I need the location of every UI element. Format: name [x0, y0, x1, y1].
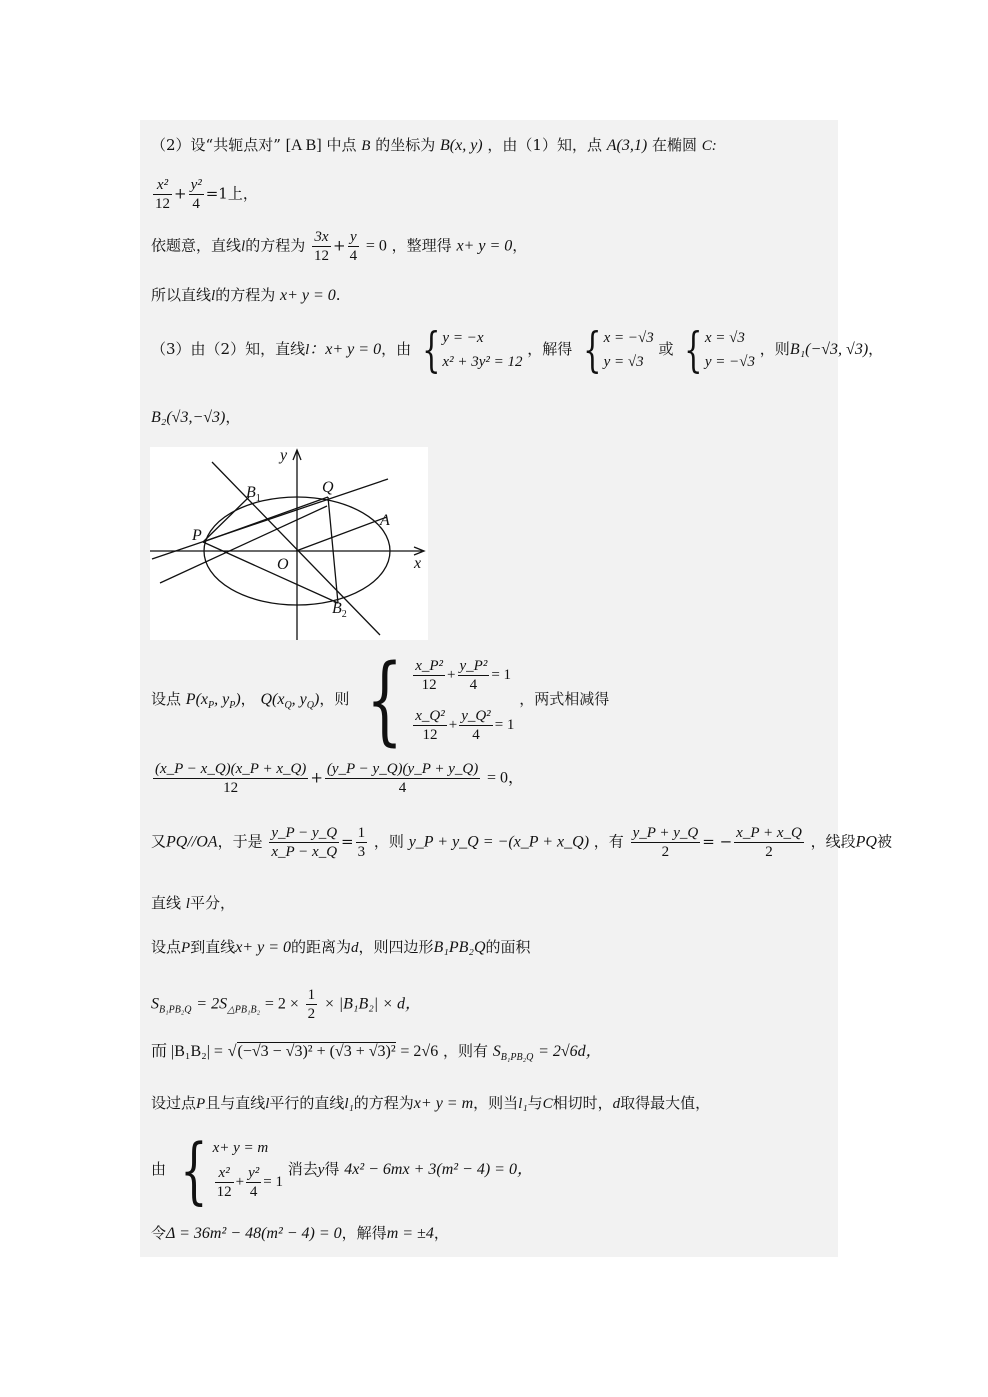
plus: + — [332, 236, 346, 255]
fraction — [153, 176, 172, 213]
denominator: 12 — [313, 248, 329, 264]
text: ，则四边形 — [358, 938, 434, 956]
math: S — [492, 1043, 501, 1060]
label-b1-sub: 1 — [255, 493, 261, 504]
denominator: 4 — [398, 780, 407, 796]
numerator: y_Q² — [461, 708, 491, 725]
denominator: 3 — [357, 844, 366, 860]
ellipse-diagram — [150, 447, 428, 640]
label-a: A — [380, 512, 390, 529]
numerator: 1 — [357, 825, 366, 841]
q-head: Q(x — [260, 691, 285, 708]
equals-one: = 1 — [491, 667, 512, 683]
system — [411, 650, 514, 750]
numerator: y_P − y_Q — [271, 825, 338, 841]
fraction — [459, 707, 493, 744]
part3-line2 — [151, 406, 240, 429]
text: ，则 — [373, 832, 404, 851]
plus: + — [447, 667, 456, 683]
brace: { — [583, 322, 602, 378]
text: 得 — [324, 1160, 340, 1178]
p-mid: , y — [214, 691, 230, 708]
denominator: 12 — [421, 677, 437, 694]
sub: Q — [284, 700, 292, 712]
line-oa — [296, 517, 387, 551]
fraction — [631, 824, 701, 861]
system-row: y = −√3 — [704, 354, 756, 370]
denominator: 2 — [307, 1006, 316, 1022]
math: = 2 × — [264, 995, 299, 1013]
math: l₁ — [518, 1096, 528, 1112]
math-a31: A(3,1) — [606, 137, 648, 154]
part2-line1 — [151, 134, 717, 157]
math: 4x² − 6mx + 3(m² − 4) = 0， — [344, 1161, 533, 1178]
system-row — [411, 700, 514, 750]
text: ， — [433, 1224, 449, 1242]
system — [442, 326, 522, 374]
math: x+ y = m — [413, 1095, 474, 1112]
fraction — [215, 1164, 234, 1201]
text: 的方程为 — [353, 1094, 414, 1112]
denominator: 12 — [216, 1184, 232, 1201]
brace: { — [179, 1128, 208, 1212]
denominator: 4 — [472, 727, 480, 744]
radicand: (−√3 − √3)² + (√3 + √3)² — [237, 1043, 396, 1060]
q-mid: , y — [291, 691, 307, 708]
part2-line3 — [151, 228, 527, 265]
label-p: P — [192, 527, 202, 544]
line-pb1 — [203, 497, 249, 542]
delta-line — [151, 1222, 449, 1245]
ellipse-figure — [150, 447, 428, 640]
denominator: 12 — [223, 780, 239, 796]
plus: + — [235, 1174, 245, 1190]
distance-line — [151, 936, 531, 959]
math: l₁ — [344, 1096, 354, 1112]
system-row: x+ y = m — [212, 1140, 269, 1156]
math: = 2√6d， — [538, 1043, 602, 1060]
math-b: B — [361, 138, 371, 154]
ellipse-equation — [151, 176, 258, 213]
text: ，则当 — [473, 1094, 519, 1112]
label-b1-main: B — [246, 484, 256, 501]
numerator: x_Q² — [415, 708, 445, 725]
text: 的方程为 — [215, 286, 276, 304]
sub: B₁PB₂Q — [500, 1052, 534, 1063]
text: （2）设“共轭点对” — [151, 136, 281, 154]
sub: △PB₁B₂ — [227, 1004, 261, 1016]
area-line — [151, 986, 421, 1023]
fraction — [189, 176, 204, 213]
text: ，解得 — [527, 340, 573, 358]
math: = 2S — [196, 995, 228, 1013]
math: y — [317, 1162, 325, 1178]
system-row — [411, 650, 514, 700]
text: 或 — [658, 340, 674, 358]
text: （3）由（2）知，直线 — [151, 340, 306, 358]
math-b2: B₂(√3,−√3) — [151, 409, 226, 426]
plus: + — [448, 717, 458, 733]
math: Δ = 36m² − 48(m² − 4) = 0 — [166, 1225, 342, 1242]
math: = 2√6 — [400, 1043, 439, 1060]
denominator: 4 — [469, 677, 478, 694]
numerator: y² — [248, 1165, 260, 1182]
fraction — [312, 228, 331, 265]
numerator: y² — [190, 177, 202, 193]
text: ，有 — [593, 832, 624, 851]
text: 与 — [527, 1094, 543, 1112]
math: x+ y = 0 — [456, 237, 513, 255]
parallel-line — [151, 824, 892, 861]
label-b2-sub: 2 — [341, 609, 347, 620]
fraction — [734, 824, 804, 861]
text: ，于是 — [217, 832, 263, 851]
text: 被 — [876, 832, 892, 851]
p-head: P(x — [185, 691, 208, 708]
system — [705, 326, 755, 374]
text: ， — [240, 690, 256, 708]
math: C — [542, 1096, 553, 1112]
math: x+ y = 0 — [235, 939, 291, 956]
equals: = − — [702, 832, 733, 851]
system-row: x = √3 — [704, 330, 745, 346]
text: 的距离为 — [291, 938, 352, 956]
text: 的坐标为 — [375, 136, 436, 154]
numerator: y_P + y_Q — [632, 825, 699, 841]
label-o: O — [277, 556, 289, 573]
denominator: x_P − x_Q — [271, 844, 338, 860]
math: PQ — [855, 833, 877, 851]
numerator: 1 — [307, 987, 316, 1003]
point-q — [260, 691, 320, 712]
brace: { — [421, 322, 441, 378]
numerator: x² — [215, 1164, 234, 1183]
denominator: 4 — [249, 1184, 258, 1201]
text: 直线 — [151, 894, 182, 912]
numerator: x_P² — [415, 658, 444, 675]
system-row: y = √3 — [603, 354, 644, 370]
sqrt: √(−√3 − √3)² + (√3 + √3)² — [227, 1043, 396, 1060]
numerator: x_P + x_Q — [736, 825, 802, 841]
equals-one: = 1 — [263, 1174, 283, 1190]
system-row: x² + 3y² = 12 — [442, 354, 523, 370]
text: 设点 — [151, 938, 182, 956]
math: 而 |B₁B₂| = — [151, 1043, 223, 1060]
line-pq — [152, 479, 388, 559]
text: 到直线 — [190, 938, 236, 956]
math: P — [181, 940, 191, 956]
math-l: l — [305, 342, 310, 358]
system-row: y = −x — [442, 330, 484, 346]
text: . — [335, 286, 341, 304]
text: 消去 — [287, 1160, 318, 1178]
fraction — [153, 760, 308, 797]
math-l: l — [185, 896, 190, 912]
text: 取得最大值， — [620, 1094, 711, 1112]
fraction — [348, 228, 360, 265]
math-c: C: — [701, 138, 717, 154]
math: m = ±4 — [386, 1225, 434, 1242]
fraction — [269, 824, 339, 861]
math: PQ//OA — [166, 833, 218, 851]
part2-line4 — [151, 284, 341, 307]
b1b2-line — [151, 1040, 602, 1069]
math: y_P + y_Q = −(x_P + x_Q) — [408, 833, 590, 851]
text: 由 — [151, 1160, 167, 1178]
text: 且与直线 — [205, 1094, 266, 1112]
difference-equation — [151, 760, 524, 797]
system — [213, 1136, 283, 1204]
fraction — [413, 657, 445, 694]
math: × |B₁B₂| × d， — [323, 995, 422, 1013]
math: B₁PB₂Q — [433, 939, 486, 956]
text: 平分， — [189, 894, 235, 912]
math: S — [151, 995, 159, 1013]
numerator: 3x — [312, 228, 331, 247]
text: 平行的直线 — [269, 1094, 345, 1112]
text: 的面积 — [485, 938, 531, 956]
equals: = — [341, 832, 354, 851]
fraction — [246, 1164, 261, 1201]
denominator: 12 — [422, 727, 438, 744]
text: 所以直线 — [151, 286, 212, 304]
sub: P — [208, 700, 215, 712]
fraction — [306, 986, 318, 1023]
text: ， — [868, 340, 884, 358]
math: d — [612, 1096, 621, 1112]
text: 中点 — [326, 136, 357, 154]
text: ， — [512, 236, 528, 255]
system-row: x = −√3 — [603, 330, 654, 346]
text: ， — [225, 408, 241, 426]
tangent-line — [151, 1092, 710, 1115]
numerator: x² — [153, 176, 172, 195]
denominator: 2 — [765, 844, 773, 860]
text: ，解得 — [341, 1224, 387, 1242]
math-l: l — [241, 238, 246, 255]
denominator: 4 — [349, 248, 358, 264]
p-end: ) — [235, 691, 241, 708]
math: = 0， — [486, 769, 525, 787]
line-b1b2 — [212, 462, 380, 635]
text: 设过点 — [151, 1094, 197, 1112]
math-l: l — [211, 288, 216, 304]
equals-one: = 1 — [494, 717, 515, 733]
part3-line1 — [151, 322, 884, 378]
text: 依题意，直线 — [151, 236, 242, 255]
numerator: (x_P − x_Q)(x_P + x_Q) — [155, 761, 307, 777]
point-p — [185, 691, 241, 712]
numerator: y — [348, 228, 360, 247]
bisect-line — [151, 892, 235, 915]
text: ，则有 — [443, 1042, 489, 1060]
math-ab: [A B] — [285, 137, 322, 154]
text: =1上， — [205, 184, 258, 203]
q-end: ) — [314, 691, 320, 708]
brace: { — [366, 644, 404, 756]
math: d — [351, 940, 359, 956]
denominator: 12 — [155, 196, 170, 212]
math: = 0 — [365, 237, 387, 255]
fraction — [413, 707, 447, 744]
label-b1 — [246, 484, 261, 504]
text: 的方程为 — [245, 236, 306, 255]
text: 又 — [151, 832, 167, 851]
denominator: 2 — [661, 844, 670, 860]
math-b1: B₁(−√3, √3) — [789, 341, 869, 358]
sub: B₁PB₂Q — [159, 1004, 192, 1016]
label-x: x — [414, 555, 422, 572]
numerator: (y_P − y_Q)(y_P + y_Q) — [326, 761, 479, 777]
sub: Q — [306, 700, 315, 712]
text: 设点 — [151, 690, 182, 708]
text: ，整理得 — [391, 236, 452, 255]
fraction — [356, 824, 368, 861]
math-bxy: B(x, y) — [440, 137, 483, 154]
plus: + — [174, 184, 187, 203]
text: ，由 — [381, 340, 412, 358]
math-l: l — [265, 1096, 270, 1112]
text: 相切时， — [552, 1094, 613, 1112]
points-system — [151, 644, 610, 756]
math: x+ y = 0 — [279, 287, 336, 304]
label-b2 — [332, 600, 347, 620]
brace: { — [684, 322, 703, 378]
text: ，则 — [759, 340, 790, 358]
text: 在椭圆 — [651, 136, 697, 154]
eliminate-line — [151, 1128, 533, 1212]
text: 令 — [151, 1224, 167, 1242]
numerator: y_P² — [459, 658, 488, 675]
denominator: 4 — [192, 196, 200, 212]
plus: + — [310, 768, 323, 787]
label-q: Q — [322, 479, 334, 496]
math: P — [196, 1096, 206, 1112]
sub: P — [229, 700, 236, 712]
text: ，两式相减得 — [519, 690, 610, 708]
line-lower — [160, 506, 327, 583]
system-row — [213, 1160, 283, 1204]
label-y: y — [280, 447, 288, 464]
label-b2-main: B — [332, 600, 342, 617]
text: ，线段 — [810, 832, 856, 851]
system — [604, 326, 654, 374]
math: ：x+ y = 0 — [309, 341, 382, 358]
text: ，由（1）知，点 — [487, 136, 602, 154]
fraction — [325, 760, 480, 797]
text: ，则 — [319, 690, 350, 708]
fraction — [458, 657, 490, 694]
